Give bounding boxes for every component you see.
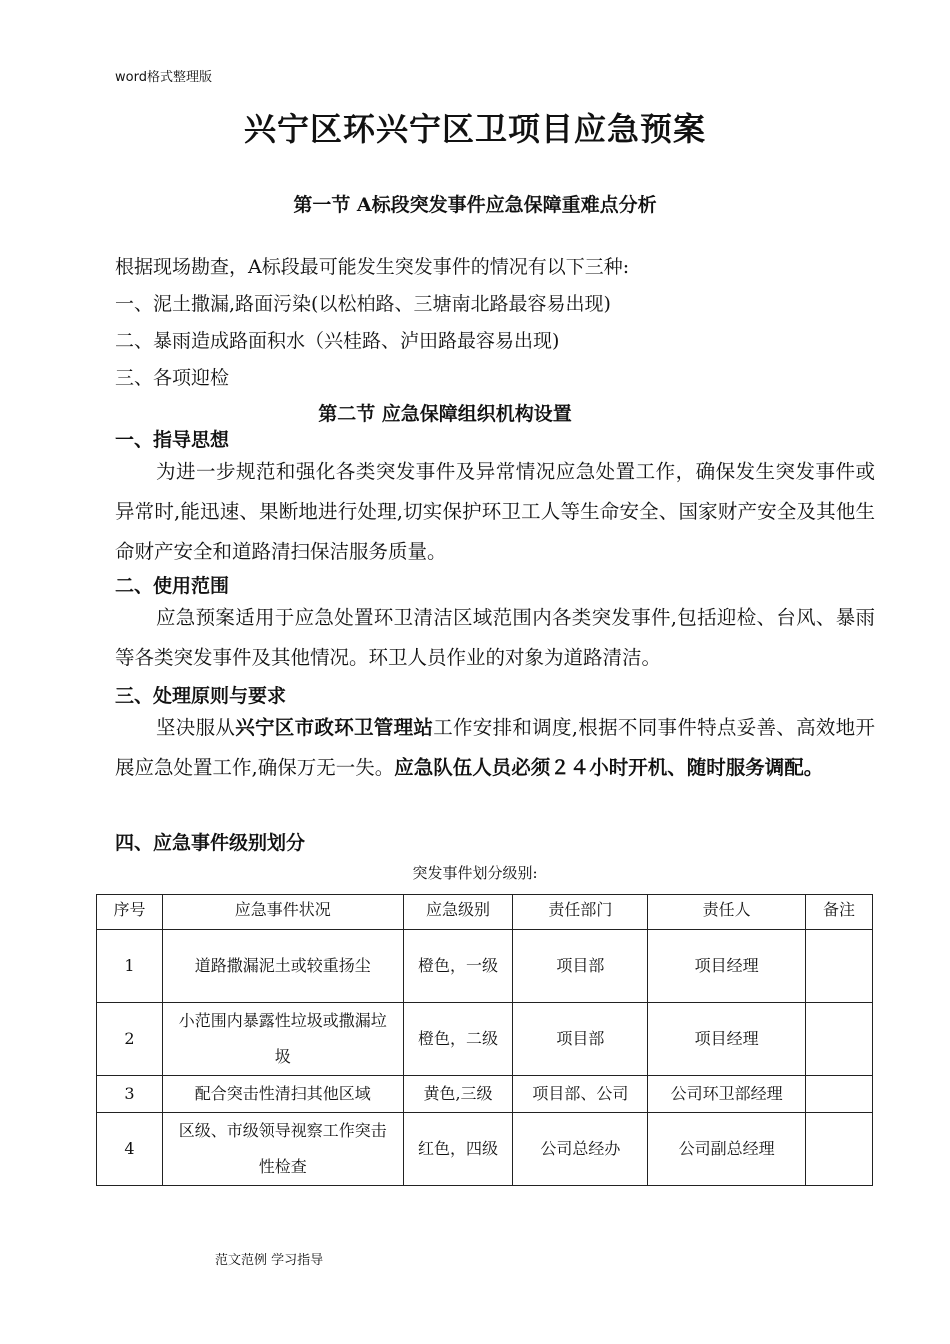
table-caption: 突发事件划分级别: [412,864,538,882]
table-cell: 黄色,三级 [403,1076,513,1113]
table-cell: 橙色，二级 [403,1003,513,1076]
document-title: 兴宁区环兴宁区卫项目应急预案 [243,110,706,148]
header-cell: 应急事件状况 [162,895,403,930]
table-cell: 项目经理 [648,930,806,1003]
table-cell: 3 [97,1076,163,1113]
header-cell: 序号 [97,895,163,930]
table-row [97,1076,873,1113]
bold-org-name: 兴宁区市政环卫管理站 [235,716,434,739]
table-cell: 配合突击性清扫其他区域 [162,1076,403,1113]
page-footer: 范文范例 学习指导 [215,1253,324,1268]
table-cell: 1 [97,930,163,1003]
intro-text: 根据现场勘查，A标段最可能发生突发事件的情况有以下三种: [115,256,630,278]
table-cell: 项目部、公司 [513,1076,648,1113]
list-item-2: 二、暴雨造成路面积水（兴桂路、泸田路最容易出现) [115,330,560,352]
table-cell: 4 [97,1113,163,1186]
list-item-3: 三、各项迎检 [115,367,230,389]
header-cell: 应急级别 [403,895,513,930]
section-2-heading: 第二节 应急保障组织机构设置 [318,403,572,425]
text-span: 坚决服从 [156,716,236,739]
table-header-row [97,895,873,930]
list-item-1: 一、泥土撒漏,路面污染(以松柏路、三塘南北路最容易出现) [115,293,611,315]
table-row [97,1113,873,1186]
table-row [97,930,873,1003]
table-cell: 项目部 [513,930,648,1003]
table-cell: 项目经理 [648,1003,806,1076]
section-1-heading: 第一节 A标段突发事件应急保障重难点分析 [293,194,657,216]
table-cell: 2 [97,1003,163,1076]
bold-requirement: 应急队伍人员必须２４小时开机、随时服务调配。 [394,756,824,779]
table-cell: 公司总经办 [513,1113,648,1186]
table-cell: 公司副总经理 [648,1113,806,1186]
text-span: 工作安排和调度,根据不同事件特点妥善、高效地开展应急处置工作,确保万无一失。 [115,716,875,779]
paragraph-scope [115,598,875,678]
paragraph-principles [115,708,875,788]
table-cell: 道路撒漏泥土或较重扬尘 [162,930,403,1003]
heading-principles: 三、处理原则与要求 [115,685,287,707]
heading-guiding-principle: 一、指导思想 [115,429,230,451]
page-header: word格式整理版 [115,70,212,85]
table-cell [806,1003,873,1076]
paragraph-text [115,708,875,788]
table-cell: 红色，四级 [403,1113,513,1186]
table-cell [806,930,873,1003]
header-cell: 责任人 [648,895,806,930]
table-cell [806,1076,873,1113]
table-cell: 项目部 [513,1003,648,1076]
table-cell: 小范围内暴露性垃圾或撒漏垃圾 [162,1003,403,1076]
table-row [97,1003,873,1076]
paragraph-guiding-principle [115,452,875,572]
heading-levels: 四、应急事件级别划分 [115,832,306,854]
header-cell: 责任部门 [513,895,648,930]
emergency-level-table [96,894,873,1186]
header-cell: 备注 [806,895,873,930]
table-cell [806,1113,873,1186]
paragraph-text: 为进一步规范和强化各类突发事件及异常情况应急处置工作，确保发生突发事件或异常时,能迅速、果断地进行处理,切实保护环卫工人等生命安全、国家财产安全及其他生命财产安全和道路清扫保洁服务质量。 [115,460,875,563]
paragraph-text: 应急预案适用于应急处置环卫清洁区域范围内各类突发事件,包括迎检、台风、暴雨等各类突发事件及其他情况。环卫人员作业的对象为道路清洁。 [115,606,875,669]
table-cell: 公司环卫部经理 [648,1076,806,1113]
table-cell: 橙色，一级 [403,930,513,1003]
heading-scope: 二、使用范围 [115,575,230,597]
table-cell: 区级、市级领导视察工作突击性检查 [162,1113,403,1186]
